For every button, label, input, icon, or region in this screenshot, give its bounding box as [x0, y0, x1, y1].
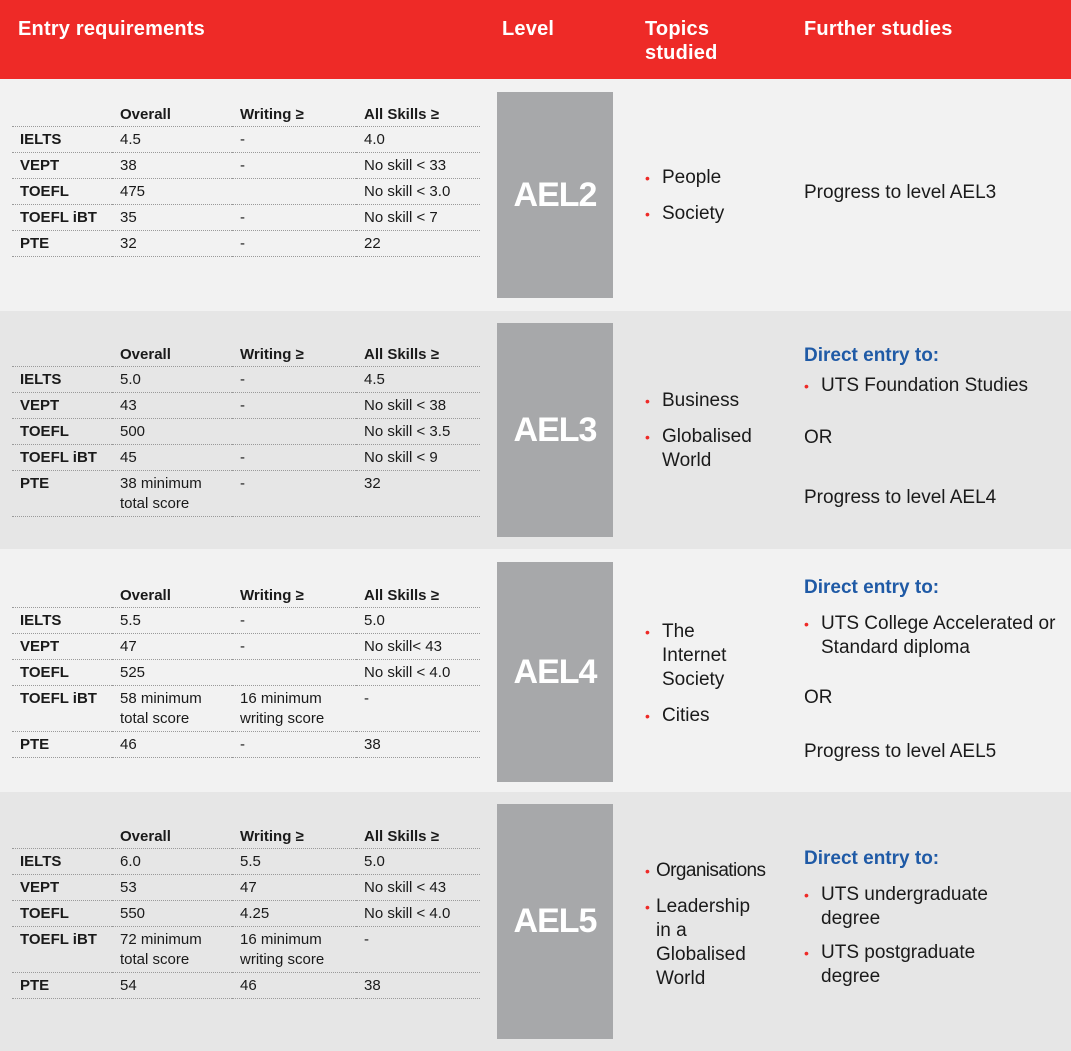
table-row — [12, 231, 480, 257]
overall-score: 46 — [112, 732, 232, 758]
test-name: TOEFL — [12, 660, 112, 686]
test-name: TOEFL iBT — [12, 445, 112, 471]
topic-label: People — [662, 167, 722, 188]
col-test — [12, 345, 112, 367]
overall-score: 43 — [112, 393, 232, 419]
bullet-icon: • — [804, 378, 809, 394]
writing-score: 16 minimum writing score — [232, 927, 356, 973]
list-item — [645, 704, 755, 728]
all-skills-score: 4.5 — [356, 367, 480, 393]
topics-list — [645, 859, 765, 1003]
bullet-icon: • — [804, 887, 809, 903]
all-skills-score: No skill < 43 — [356, 875, 480, 901]
level-badge: AEL2 — [497, 92, 613, 298]
col-writing: Writing ≥ — [232, 345, 356, 367]
further-item: UTS College Accelerated or Standard diploma — [821, 613, 1056, 658]
test-name: VEPT — [12, 634, 112, 660]
list-item — [804, 374, 1064, 398]
all-skills-score: 32 — [356, 471, 480, 517]
overall-score: 38 minimum total score — [112, 471, 232, 517]
list-item — [645, 202, 795, 226]
test-name: VEPT — [12, 153, 112, 179]
header-level: Level — [502, 18, 555, 40]
test-name: IELTS — [12, 127, 112, 153]
all-skills-score: No skill < 9 — [356, 445, 480, 471]
entry-requirements-table — [12, 586, 480, 758]
table-row — [12, 973, 480, 999]
writing-score: - — [232, 471, 356, 517]
overall-score: 5.0 — [112, 367, 232, 393]
level-badge: AEL4 — [497, 562, 613, 782]
list-item — [645, 166, 795, 190]
list-item — [804, 883, 1019, 931]
overall-score: 32 — [112, 231, 232, 257]
overall-score: 525 — [112, 660, 232, 686]
all-skills-score: No skill < 4.0 — [356, 660, 480, 686]
writing-score: - — [232, 732, 356, 758]
topic-label: Organisations — [656, 860, 766, 881]
header-entry-requirements: Entry requirements — [18, 18, 205, 40]
test-name: PTE — [12, 973, 112, 999]
table-row — [12, 153, 480, 179]
direct-entry-heading: Direct entry to: — [804, 577, 940, 598]
or-text: OR — [804, 687, 833, 708]
overall-score: 45 — [112, 445, 232, 471]
topic-label: Leadership in a Globalised World — [656, 896, 751, 989]
table-row — [12, 127, 480, 153]
all-skills-score: No skill < 33 — [356, 153, 480, 179]
all-skills-score: 38 — [356, 732, 480, 758]
table-row — [12, 901, 480, 927]
all-skills-score: 22 — [356, 231, 480, 257]
or-text: OR — [804, 427, 833, 448]
further-item: UTS undergraduate degree — [821, 884, 988, 929]
table-row — [12, 634, 480, 660]
test-name: TOEFL — [12, 419, 112, 445]
req-header-row — [12, 827, 480, 849]
overall-score: 550 — [112, 901, 232, 927]
all-skills-score: No skill< 43 — [356, 634, 480, 660]
col-writing: Writing ≥ — [232, 586, 356, 608]
col-all-skills: All Skills ≥ — [356, 586, 480, 608]
table-row — [12, 179, 480, 205]
direct-entry-heading: Direct entry to: — [804, 345, 940, 366]
test-name: VEPT — [12, 393, 112, 419]
writing-score: - — [232, 393, 356, 419]
bullet-icon: • — [645, 863, 650, 879]
writing-score: 5.5 — [232, 849, 356, 875]
table-row — [12, 393, 480, 419]
req-header-row — [12, 586, 480, 608]
table-row — [12, 686, 480, 732]
level-badge: AEL3 — [497, 323, 613, 537]
req-header-row — [12, 105, 480, 127]
header-further-studies: Further studies — [804, 18, 953, 40]
test-name: PTE — [12, 471, 112, 517]
writing-score: 4.25 — [232, 901, 356, 927]
all-skills-score: No skill < 38 — [356, 393, 480, 419]
all-skills-score: 5.0 — [356, 608, 480, 634]
writing-score: 47 — [232, 875, 356, 901]
col-test — [12, 827, 112, 849]
test-name: IELTS — [12, 849, 112, 875]
writing-score — [232, 179, 356, 205]
table-row — [12, 367, 480, 393]
header-topics-studied: Topics studied — [645, 18, 718, 64]
writing-score: 16 minimum writing score — [232, 686, 356, 732]
writing-score — [232, 660, 356, 686]
further-studies — [804, 181, 1064, 205]
direct-entry-heading: Direct entry to: — [804, 848, 940, 869]
col-all-skills: All Skills ≥ — [356, 827, 480, 849]
writing-score: 46 — [232, 973, 356, 999]
level-row-ael2 — [0, 79, 1071, 311]
col-all-skills: All Skills ≥ — [356, 105, 480, 127]
further-studies — [804, 847, 1019, 999]
overall-score: 475 — [112, 179, 232, 205]
col-overall: Overall — [112, 827, 232, 849]
table-row — [12, 205, 480, 231]
topic-label: Cities — [662, 705, 710, 726]
further-item: UTS postgraduate degree — [821, 942, 976, 987]
level-row-ael5 — [0, 792, 1071, 1051]
overall-score: 5.5 — [112, 608, 232, 634]
overall-score: 58 minimum total score — [112, 686, 232, 732]
list-item — [804, 612, 1064, 660]
writing-score: - — [232, 153, 356, 179]
list-item — [645, 620, 755, 692]
entry-requirements-table — [12, 345, 480, 517]
topics-list — [645, 166, 795, 238]
bullet-icon: • — [804, 616, 809, 632]
test-name: VEPT — [12, 875, 112, 901]
list-item — [645, 389, 795, 413]
overall-score: 500 — [112, 419, 232, 445]
bullet-icon: • — [645, 899, 650, 915]
overall-score: 53 — [112, 875, 232, 901]
bullet-icon: • — [645, 708, 650, 724]
overall-score: 72 minimum total score — [112, 927, 232, 973]
entry-requirements-table — [12, 827, 480, 999]
table-header — [0, 0, 1071, 79]
req-header-row — [12, 345, 480, 367]
bullet-icon: • — [645, 206, 650, 222]
table-row — [12, 445, 480, 471]
test-name: TOEFL — [12, 901, 112, 927]
bullet-icon: • — [645, 393, 650, 409]
topics-list — [645, 389, 795, 485]
col-overall: Overall — [112, 586, 232, 608]
test-name: PTE — [12, 231, 112, 257]
writing-score: - — [232, 634, 356, 660]
list-item — [804, 941, 1019, 989]
col-test — [12, 105, 112, 127]
progress-text: Progress to level AEL4 — [804, 487, 997, 508]
progress-text: Progress to level AEL5 — [804, 741, 997, 762]
list-item — [645, 859, 765, 883]
test-name: TOEFL — [12, 179, 112, 205]
overall-score: 6.0 — [112, 849, 232, 875]
overall-score: 47 — [112, 634, 232, 660]
list-item — [645, 895, 765, 991]
overall-score: 4.5 — [112, 127, 232, 153]
all-skills-score: No skill < 4.0 — [356, 901, 480, 927]
writing-score: - — [232, 127, 356, 153]
all-skills-score: No skill < 7 — [356, 205, 480, 231]
level-row-ael3 — [0, 311, 1071, 549]
table-row — [12, 927, 480, 973]
bullet-icon: • — [645, 624, 650, 640]
all-skills-score: 4.0 — [356, 127, 480, 153]
test-name: IELTS — [12, 367, 112, 393]
test-name: PTE — [12, 732, 112, 758]
topic-label: Globalised World — [662, 426, 752, 471]
further-item: UTS Foundation Studies — [821, 375, 1029, 396]
table-row — [12, 419, 480, 445]
writing-score: - — [232, 445, 356, 471]
writing-score: - — [232, 205, 356, 231]
test-name: IELTS — [12, 608, 112, 634]
bullet-icon: • — [645, 170, 650, 186]
topic-label: The Internet Society — [662, 621, 727, 690]
col-overall: Overall — [112, 345, 232, 367]
entry-requirements-table — [12, 105, 480, 257]
col-all-skills: All Skills ≥ — [356, 345, 480, 367]
all-skills-score: - — [356, 686, 480, 732]
bullet-icon: • — [804, 945, 809, 961]
col-test — [12, 586, 112, 608]
further-studies — [804, 344, 1064, 510]
level-badge: AEL5 — [497, 804, 613, 1039]
test-name: TOEFL iBT — [12, 927, 112, 973]
test-name: TOEFL iBT — [12, 205, 112, 231]
col-overall: Overall — [112, 105, 232, 127]
further-studies — [804, 576, 1064, 764]
all-skills-score: - — [356, 927, 480, 973]
topic-label: Society — [662, 203, 725, 224]
writing-score — [232, 419, 356, 445]
table-row — [12, 608, 480, 634]
topic-label: Business — [662, 390, 740, 411]
overall-score: 35 — [112, 205, 232, 231]
bullet-icon: • — [645, 429, 650, 445]
table-row — [12, 849, 480, 875]
all-skills-score: No skill < 3.0 — [356, 179, 480, 205]
table-row — [12, 732, 480, 758]
all-skills-score: 5.0 — [356, 849, 480, 875]
all-skills-score: 38 — [356, 973, 480, 999]
overall-score: 54 — [112, 973, 232, 999]
col-writing: Writing ≥ — [232, 827, 356, 849]
all-skills-score: No skill < 3.5 — [356, 419, 480, 445]
test-name: TOEFL iBT — [12, 686, 112, 732]
level-row-ael4 — [0, 549, 1071, 792]
progress-text: Progress to level AEL3 — [804, 182, 997, 203]
col-writing: Writing ≥ — [232, 105, 356, 127]
table-row — [12, 660, 480, 686]
topics-list — [645, 620, 755, 740]
table-row — [12, 471, 480, 517]
writing-score: - — [232, 608, 356, 634]
list-item — [645, 425, 795, 473]
writing-score: - — [232, 231, 356, 257]
writing-score: - — [232, 367, 356, 393]
overall-score: 38 — [112, 153, 232, 179]
table-row — [12, 875, 480, 901]
